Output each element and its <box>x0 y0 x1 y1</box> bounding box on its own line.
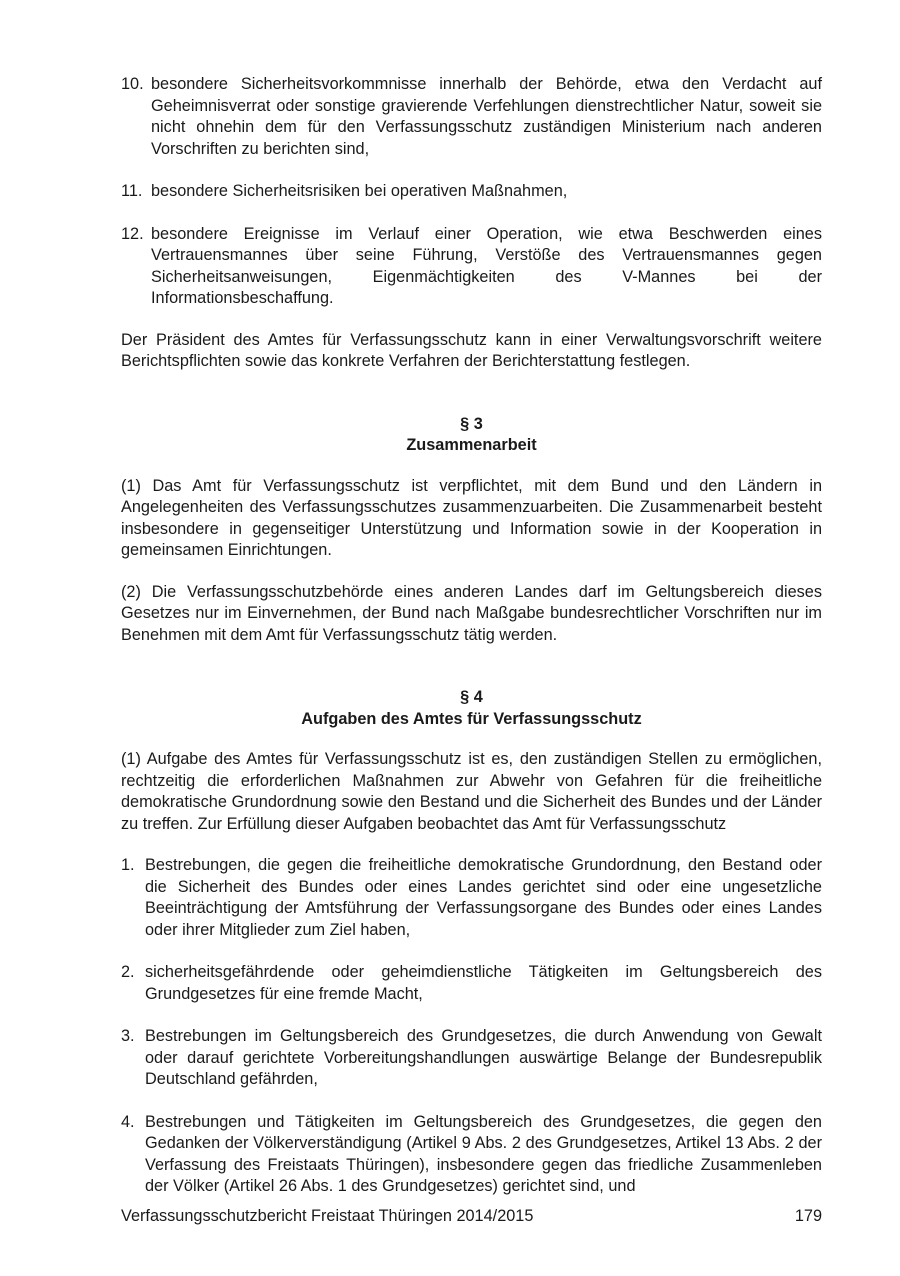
list-text: sicherheitsgefährdende oder geheimdienstliche Tätigkeiten im Geltungsbereich des Grundgesetzes für eine fremde Macht, <box>145 963 822 1003</box>
list-item-12 <box>121 224 822 310</box>
list-number: 3. <box>121 1027 135 1045</box>
footer-title: Verfassungsschutzbericht Freistaat Thüringen 2014/2015 <box>121 1207 534 1225</box>
list-number: 1. <box>121 856 135 874</box>
list-text: besondere Sicherheitsvorkommnisse innerhalb der Behörde, etwa den Verdacht auf Geheimnisverrat oder sonstige gravierende Verfehlungen dienstrechtlicher Natur, soweit sie nicht ohnehin dem für den Verfassungsschutz zuständigen Ministerium nach anderen Vorschriften zu berichten sind, <box>151 75 822 158</box>
list-text: besondere Ereignisse im Verlauf einer Operation, wie etwa Beschwerden eines Vertrauensmannes über seine Führung, Verstöße des Vertrauensmannes gegen Sicherheitsanweisungen, Eigenmächtigkeiten des V-Mannes bei der Informationsbeschaffung. <box>151 224 822 307</box>
list-text: Bestrebungen, die gegen die freiheitliche demokratische Grundordnung, den Bestand oder die Sicherheit des Bundes oder eines Landes gerichtet sind oder eine ungesetzliche Beeinträchtigung der Amtsführung der Verfassungsorgane des Bundes oder eines Landes oder ihrer Mitglieder zum Ziel haben, <box>145 856 822 939</box>
paragraph-president: Der Präsident des Amtes für Verfassungsschutz kann in einer Verwaltungsvorschrift weitere Berichtspflichten sowie das konkrete Verfahren der Berichterstattung festlegen. <box>121 330 822 370</box>
list-text: Bestrebungen und Tätigkeiten im Geltungsbereich des Grundgesetzes, die gegen den Gedanken der Völkerverständigung (Artikel 9 Abs. 2 des Grundgesetzes, Artikel 13 Abs. 2 der Verfassung des Freistaats Thüringen), insbesondere gegen das friedliche Zusammenleben der Völker (Artikel 26 Abs. 1 des Grundgesetzes) gerichtet sind, und <box>145 1112 822 1195</box>
section-3-number: § 3 <box>460 414 483 433</box>
document-page <box>121 74 822 1198</box>
list-text: besondere Sicherheitsrisiken bei operativen Maßnahmen, <box>151 182 568 200</box>
section-4-item-3 <box>121 1026 822 1091</box>
section-3-title: Zusammenarbeit <box>406 436 537 454</box>
page-footer <box>121 1206 822 1228</box>
section-4-item-4 <box>121 1112 822 1198</box>
section-4-number: § 4 <box>460 688 483 706</box>
list-number: 10. <box>121 75 144 93</box>
list-number: 4. <box>121 1112 135 1131</box>
list-number: 12. <box>121 224 144 243</box>
section-3-paragraph-2: (2) Die Verfassungsschutzbehörde eines anderen Landes darf im Geltungsbereich dieses Gesetzes nur im Einvernehmen, der Bund nach Maßgabe bundesrechtlicher Vorschriften nur im Benehmen mit dem Amt für Verfassungsschutz tätig werden. <box>121 582 822 644</box>
list-text: Bestrebungen im Geltungsbereich des Grundgesetzes, die durch Anwendung von Gewalt oder darauf gerichtete Vorbereitungshandlungen auswärtige Belange der Bundesrepublik Deutschland gefährden, <box>145 1027 822 1088</box>
section-3-paragraph-1: (1) Das Amt für Verfassungsschutz ist verpflichtet, mit dem Bund und den Ländern in Angelegenheiten des Verfassungsschutzes zusammenzuarbeiten. Die Zusammenarbeit besteht insbesondere in gegenseitiger Unterstützung und Information sowie in der Kooperation in gemeinsamen Einrichtungen. <box>121 476 822 559</box>
list-number: 11. <box>121 182 143 200</box>
section-4-title: Aufgaben des Amtes für Verfassungsschutz <box>301 709 642 728</box>
section-4-item-1 <box>121 855 822 941</box>
list-item-10 <box>121 74 822 160</box>
page-number: 179 <box>794 1207 822 1225</box>
list-item-11 <box>121 181 822 203</box>
list-number: 2. <box>121 963 135 981</box>
section-4-paragraph-1: (1) Aufgabe des Amtes für Verfassungsschutz ist es, den zuständigen Stellen zu ermöglichen, rechtzeitig die erforderlichen Maßnahmen zur Abwehr von Gefahren für die freiheitliche demokratische Grundordnung sowie den Bestand und die Sicherheit des Bundes und der Länder zu treffen. Zur Erfüllung dieser Aufgaben beobachtet das Amt für Verfassungsschutz <box>121 750 822 833</box>
section-4-item-2 <box>121 962 822 1005</box>
